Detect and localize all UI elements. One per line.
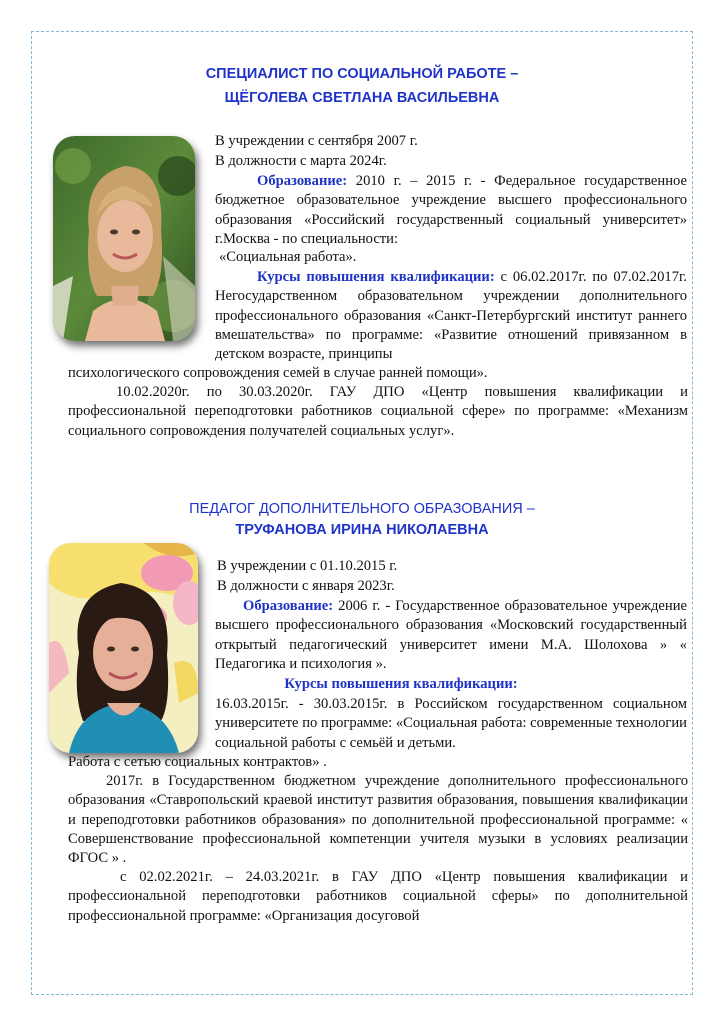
person2-courses-label-line xyxy=(215,675,587,694)
person2-position: В должности с января 2023г. xyxy=(217,578,395,594)
person1-courses-label: Курсы повышения квалификации: xyxy=(257,269,495,285)
person2-photo xyxy=(49,543,198,753)
person2-title-role: ПЕДАГОГ ДОПОЛНИТЕЛЬНОГО ОБРАЗОВАНИЯ – xyxy=(189,501,535,517)
person2-since: В учреждении с 01.10.2015 г. xyxy=(217,558,398,574)
person1-courses-text: с 06.02.2017г. по 07.02.2017г. Негосударственном образовательном учреждении дополнительного профессионального образования «Санкт-Петербургский институт раннего вмешательства» по программе: «Развитие отношений привязанном в детском возрасте, принципы xyxy=(215,269,687,363)
person1-education-label: Образование: xyxy=(257,173,348,189)
person1-photo xyxy=(53,136,195,341)
person2-courses-text-end: Работа с сетью социальных контрактов» . xyxy=(68,754,327,770)
person1-education-text: 2010 г. – 2015 г. - Федеральное государственное бюджетное образовательное учреждение высшего профессионального образования «Российский государственный социальный университет» г.Москва - по специальности: xyxy=(215,173,687,247)
person2-education-text: 2006 г. - Государственное образовательное учреждение высшего профессионального образования «Московский государственный открытый педагогический университет имени М.А. Шолохова » « Педагогика и психология ». xyxy=(215,598,687,672)
person2-education-label: Образование: xyxy=(243,598,334,614)
person2-education xyxy=(215,597,687,674)
person1-courses-2020: 10.02.2020г. по 30.03.2020г. ГАУ ДПО «Центр повышения квалификации и профессиональной переподготовки работников социальной сфере» по программе: «Механизм социального сопровождения получателей социальных услуг». xyxy=(68,384,688,439)
person2-courses-2017: 2017г. в Государственном бюджетном учреждение дополнительного профессионального образования «Ставропольский краевой институт развития образования, повышения квалификации и переподготовки работников образования» по дополнительной профессиональной программе: « Совершенствование профессиональной компетенции учителя музыки в условиях реализации ФГОС » . xyxy=(68,773,688,867)
person1-title-name: ЩЁГОЛЕВА СВЕТЛАНА ВАСИЛЬЕВНА xyxy=(224,90,500,106)
person1-since: В учреждении с сентября 2007 г. xyxy=(215,133,418,149)
person1-education xyxy=(215,172,687,249)
person1-title-role: СПЕЦИАЛИСТ ПО СОЦИАЛЬНОЙ РАБОТЕ – xyxy=(205,66,519,82)
person1-courses-text-end: психологического сопровождения семей в случае ранней помощи». xyxy=(68,365,488,381)
person1-courses xyxy=(215,268,687,364)
person2-courses: 16.03.2015г. - 30.03.2015г. в Российском государственном социальном университете по программе: «Социальная работа: современные технологии социальной работы с семьёй и детьми. xyxy=(215,696,687,751)
person2-courses-2021: с 02.02.2021г. – 24.03.2021г. в ГАУ ДПО «Центр повышения квалификации и профессиональной переподготовки работников социальной сферы» по дополнительной профессиональной программе: «Организация досуговой xyxy=(68,869,688,924)
person2-title-name: ТРУФАНОВА ИРИНА НИКОЛАЕВНА xyxy=(235,522,489,538)
person1-position: В должности с марта 2024г. xyxy=(215,153,387,169)
person2-courses-label: Курсы повышения квалификации: xyxy=(284,676,518,692)
person1-education-specialty: «Социальная работа». xyxy=(219,249,357,265)
